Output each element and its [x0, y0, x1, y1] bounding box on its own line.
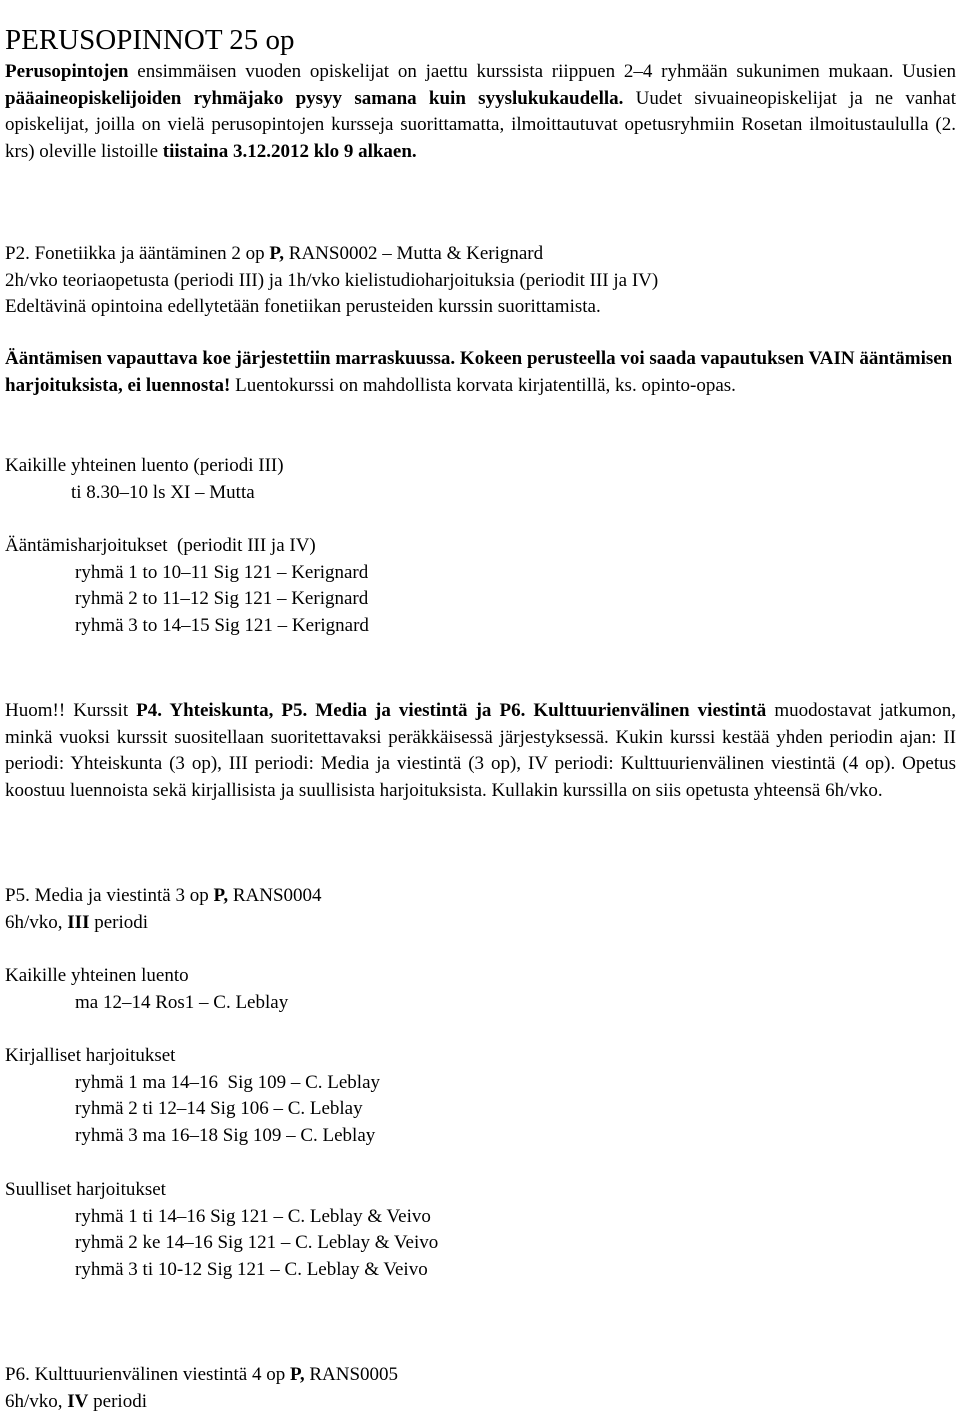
p6-period-label: periodi [88, 1390, 147, 1412]
intro-paragraph [5, 59, 956, 165]
p6-name: P6. Kulttuurienvälinen viestintä 4 op [5, 1364, 290, 1385]
p5-period: III [67, 911, 90, 933]
intro-bold-2: pääaineopiskelijoiden ryhmäjako pysyy samana kuin syyslukukaudella. [5, 87, 624, 109]
intro-text-1: ensimmäisen vuoden opiskelijat on jaettu kurssista riippuen 2–4 ryhmään sukunimen mukaan. Uusien [128, 61, 956, 82]
p2-heading [5, 241, 956, 268]
note-text-1: Huom!! Kurssit [5, 700, 137, 721]
intro-bold-1: Perusopintojen [5, 61, 129, 82]
p5-lecture-block [5, 963, 956, 1016]
p5-lecture-item: ma 12–14 Ros1 – C. Leblay [75, 991, 289, 1013]
p2-exercises-heading: Ääntämisharjoitukset (periodit III ja IV) [5, 535, 316, 556]
p6-hours-text: 6h/vko, [5, 1390, 68, 1412]
p2-name: Fonetiikka ja ääntäminen 2 op [29, 243, 270, 264]
exemption-paragraph [5, 346, 956, 399]
note-text-2: muodostavat jatkumon, minkä vuoksi kurssit suositellaan suoritettavaksi peräkkäisessä järjestyksessä. Kukin kurssi kestää yhden periodin ajan: II periodi: Yhteiskunta (3 op), III periodi: Media ja viestintä (3 op), IV periodi: Kulttuurienvälinen viestintä (4 op). Opetus koostuu luennoista sekä kirjallisista ja suullisista harjoituksista. Kullakin kurssilla on siis opetusta yhteensä 6h/vko. [5, 700, 956, 801]
p5-oral-group: ryhmä 2 ke 14–16 Sig 121 – C. Leblay & Veivo [75, 1232, 439, 1254]
p5-heading [5, 883, 956, 910]
p5-written-group: ryhmä 2 ti 12–14 Sig 106 – C. Leblay [75, 1098, 363, 1120]
p6-heading [5, 1362, 956, 1389]
p2-code: P2. [5, 243, 30, 264]
p5-oral-block [5, 1177, 956, 1283]
p2-exercise-group: ryhmä 2 to 11–12 Sig 121 – Kerignard [75, 588, 369, 610]
p5-lecture-heading: Kaikille yhteinen luento [5, 965, 189, 986]
p2-lecture-block [5, 453, 956, 506]
p6-code: RANS0005 [304, 1364, 399, 1385]
p5-oral-group: ryhmä 1 ti 14–16 Sig 121 – C. Leblay & Veivo [75, 1205, 431, 1227]
p5-written-heading: Kirjalliset harjoitukset [5, 1045, 176, 1066]
p5-period-label: periodi [89, 911, 149, 933]
p5-course-block [5, 883, 956, 936]
exemption-bold: Ääntämisen vapauttava koe järjestettiin marraskuussa. Kokeen perusteella voi saada vapautuksen VAIN ääntämisen harjoituksista, ei luennosta! [5, 348, 953, 396]
p2-course-block [5, 241, 956, 321]
note-bold: P4. Yhteiskunta, P5. Media ja viestintä ja P6. Kulttuurienvälinen viestintä [136, 700, 767, 721]
p6-hours [5, 1389, 956, 1416]
p5-level: P, [213, 885, 229, 906]
p6-level: P, [289, 1364, 305, 1385]
p2-exercise-group: ryhmä 3 to 14–15 Sig 121 – Kerignard [75, 614, 369, 636]
exemption-text: Luentokurssi on mahdollista korvata kirjatentillä, ks. opinto-opas. [230, 374, 736, 396]
note-paragraph [5, 698, 956, 804]
p6-course-block [5, 1362, 956, 1415]
intro-text-2: Uudet sivuaineopiskelijat ja ne vanhat opiskelijat, joilla on vielä perusopintojen kursseja suorittamatta, ilmoittautuvat opetusryhmiin Rosetan ilmoitustaululla (2. krs) oleville listoille [5, 87, 956, 162]
p5-written-group: ryhmä 1 ma 14–16 Sig 109 – C. Leblay [75, 1071, 381, 1093]
p2-lecture-item: ti 8.30–10 ls XI – Mutta [71, 481, 255, 503]
p2-exercises-block [5, 533, 956, 639]
p5-written-block [5, 1043, 956, 1149]
p2-prerequisite: Edeltävinä opintoina edellytetään fonetiikan perusteiden kurssin suorittamista. [5, 296, 601, 318]
p5-hours [5, 910, 956, 937]
p6-period: IV [67, 1390, 89, 1412]
p5-oral-group: ryhmä 3 ti 10-12 Sig 121 – C. Leblay & Veivo [75, 1258, 428, 1280]
p2-exercise-group: ryhmä 1 to 10–11 Sig 121 – Kerignard [75, 561, 369, 583]
p5-hours-text: 6h/vko, [5, 911, 68, 933]
p5-code: RANS0004 [228, 885, 322, 906]
p5-name: P5. Media ja viestintä 3 op [5, 885, 214, 906]
p2-level: P, [269, 243, 285, 264]
p2-lecture-heading: Kaikille yhteinen luento (periodi III) [5, 455, 284, 476]
p2-hours: 2h/vko teoriaopetusta (periodi III) ja 1h/vko kielistudioharjoituksia (periodit III ja IV) [5, 269, 659, 291]
p2-code-teachers: RANS0002 – Mutta & Kerignard [284, 243, 544, 264]
p5-written-group: ryhmä 3 ma 16–18 Sig 109 – C. Leblay [75, 1124, 376, 1146]
intro-bold-3: tiistaina 3.12.2012 klo 9 alkaen. [162, 140, 417, 162]
page-title: PERUSOPINNOT 25 op [5, 24, 295, 56]
p5-oral-heading: Suulliset harjoitukset [5, 1179, 166, 1200]
